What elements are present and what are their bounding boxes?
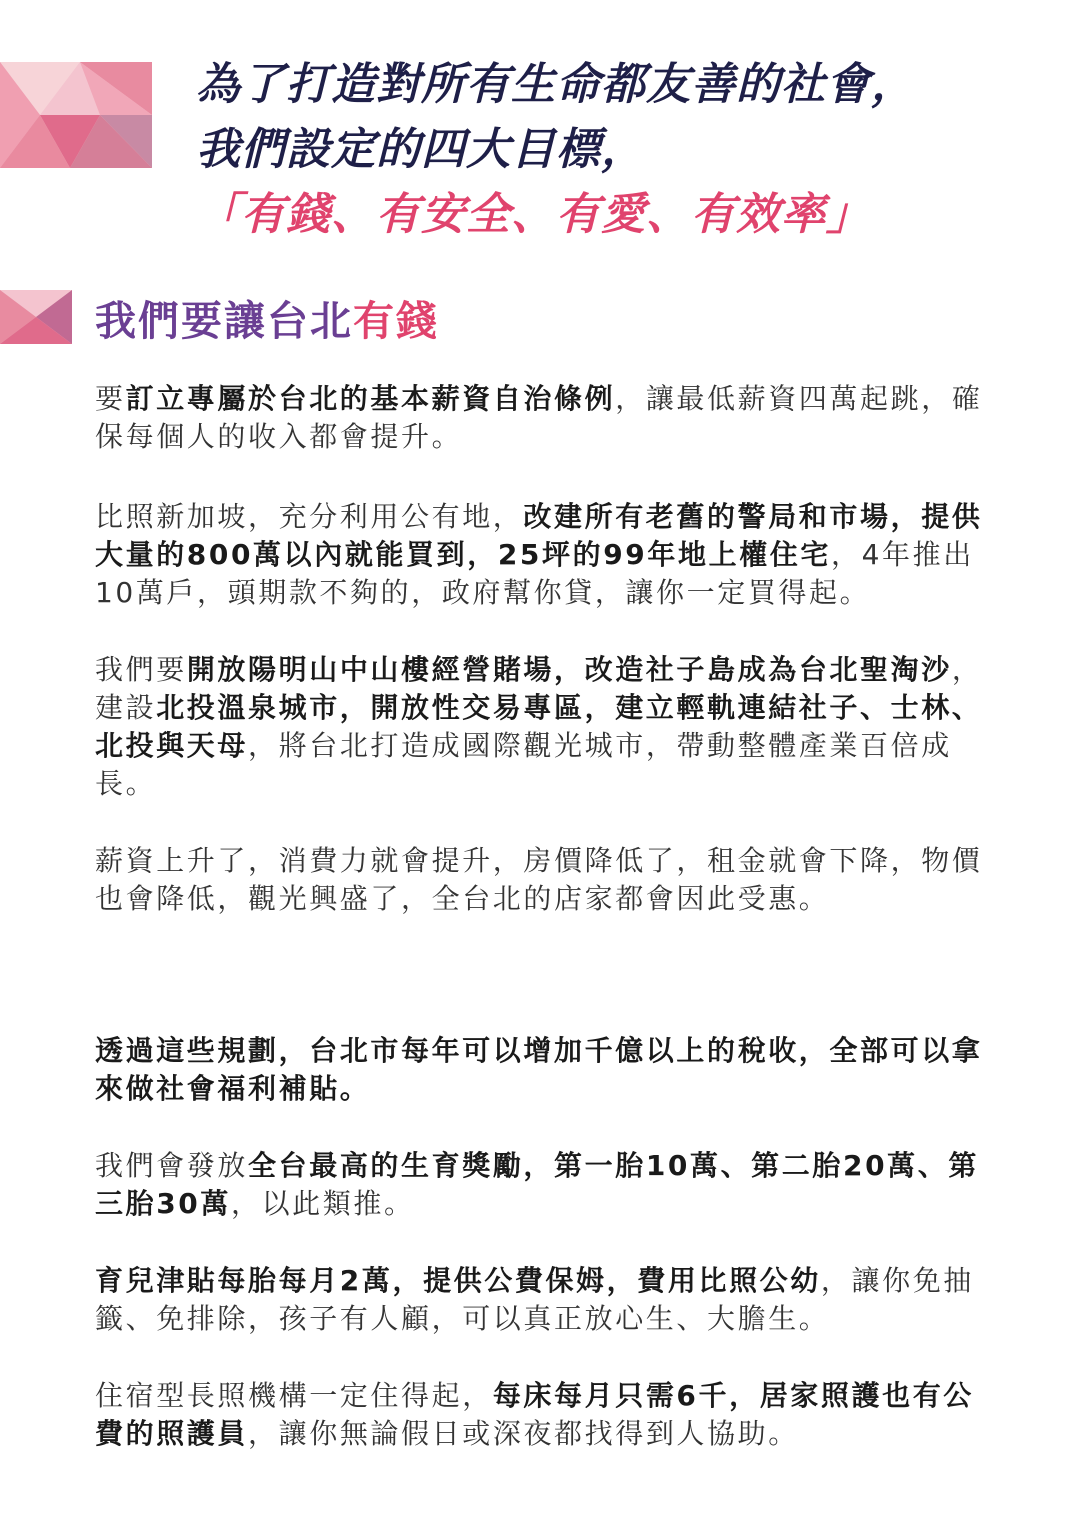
- headline-line-2: 我們設定的四大目標，: [196, 124, 646, 175]
- text-segment: ，建設: [95, 653, 983, 724]
- text-segment: 我們要: [95, 653, 187, 686]
- text-segment: ，讓你免抽籤、免排除，孩子有人顧，可以真正放心生、大膽生。: [95, 1264, 974, 1335]
- headline-line-1: 為了打造對所有生命都友善的社會，: [196, 59, 916, 110]
- headline-goals: 「有錢、有安全、有愛、有效率」: [196, 189, 871, 240]
- triangle-pattern-decoration: [0, 62, 152, 168]
- paragraph-tourism: [95, 651, 995, 803]
- section-title-main: 我們要讓台北: [95, 297, 353, 345]
- text-segment: 薪資上升了，消費力就會提升，房價降低了，租金就會下降，物價也會降低，觀光興盛了，全台北的店家都會因此受惠。: [95, 844, 983, 915]
- bold-text: 開放陽明山中山樓經營賭場，改造社子島成為台北聖淘沙: [186, 653, 952, 686]
- paragraph-economy: [95, 842, 995, 918]
- paragraph-tax-revenue: [95, 1032, 995, 1108]
- text-segment: 比照新加坡，充分利用公有地，: [95, 500, 524, 533]
- paragraph-long-term-care: [95, 1377, 995, 1453]
- text-segment: 住宿型長照機構一定住得起，: [95, 1379, 493, 1412]
- bold-text: 改建所有老舊的警局和市場，提供大量的800萬以內就能買到，25坪的99年地上權住宅: [95, 500, 983, 571]
- text-segment: ，以此類推。: [230, 1187, 415, 1220]
- section-title: [95, 288, 439, 347]
- section-triangle-decoration: [0, 290, 72, 344]
- headline: [196, 52, 1056, 247]
- bold-text: 北投溫泉城市，開放性交易專區，建立輕軌連結社子、士林、北投與天母: [95, 691, 983, 762]
- text-segment: ，讓你無論假日或深夜都找得到人協助。: [248, 1417, 799, 1450]
- bold-text: 育兒津貼每胎每月2萬，提供公費保姆，費用比照公幼: [95, 1264, 821, 1297]
- paragraph-housing: [95, 498, 995, 612]
- bold-text: 透過這些規劃，台北市每年可以增加千億以上的稅收，全部可以拿來做社會福利補貼。: [95, 1034, 983, 1105]
- bold-text: 每床每月只需6千，居家照護也有公費的照護員: [95, 1379, 974, 1450]
- text-segment: 我們會發放: [95, 1149, 249, 1182]
- bold-text: 訂立專屬於台北的基本薪資自治條例: [125, 382, 616, 415]
- text-segment: ，讓最低薪資四萬起跳，確保每個人的收入都會提升。: [95, 382, 983, 453]
- paragraph-birth-incentive: [95, 1147, 995, 1223]
- bold-text: 全台最高的生育獎勵，第一胎10萬、第二胎20萬、第三胎30萬: [95, 1149, 979, 1220]
- text-segment: ，將台北打造成國際觀光城市，帶動整體產業百倍成長。: [95, 729, 952, 800]
- paragraph-childcare: [95, 1262, 995, 1338]
- text-segment: 要: [95, 382, 126, 415]
- paragraph-minimum-wage: [95, 380, 995, 456]
- text-segment: ，4年推出10萬戶，頭期款不夠的，政府幫你貸，讓你一定買得起。: [95, 538, 974, 609]
- section-title-highlight: 有錢: [353, 297, 439, 345]
